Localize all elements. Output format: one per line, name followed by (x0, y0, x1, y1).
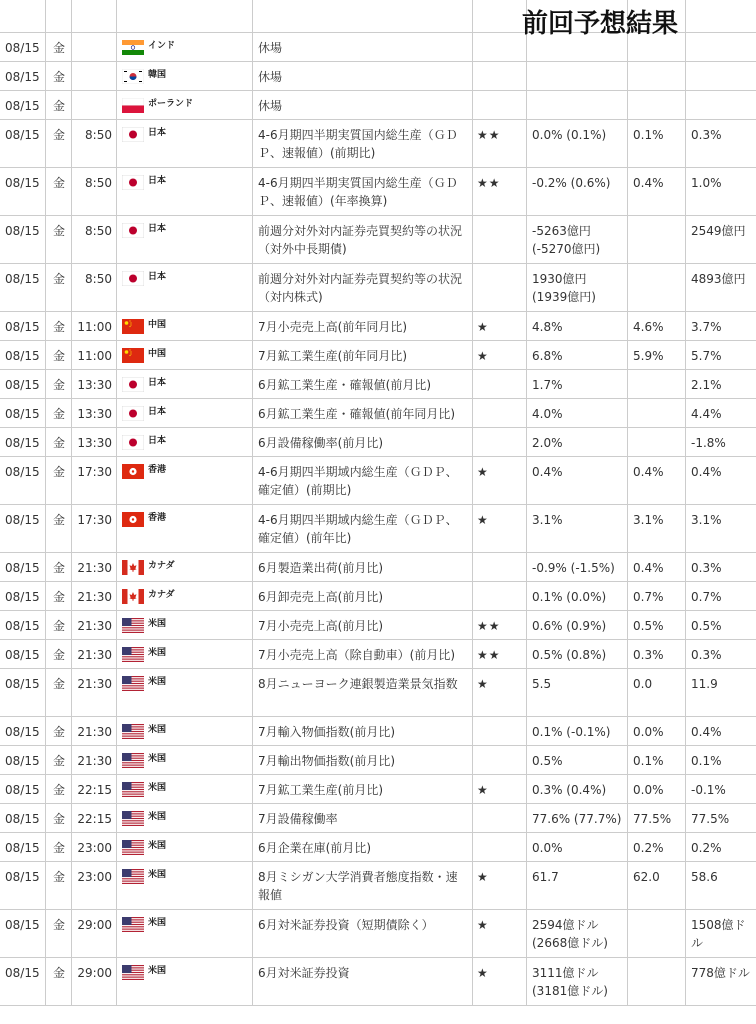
country-name: 韓国 (148, 70, 167, 80)
previous-value: 0.1% (691, 754, 722, 768)
country-name: 米国 (148, 918, 167, 928)
japan-flag-icon (122, 223, 144, 238)
importance-stars: ★★ (477, 128, 501, 142)
usa-flag-icon (122, 724, 144, 739)
weekday-cell: 金 (53, 648, 66, 662)
weekday-cell: 金 (53, 870, 66, 884)
time-cell: 21:30 (77, 561, 112, 575)
table-row (0, 341, 756, 370)
indicator-name: 7月輸出物価指数(前月比) (258, 754, 395, 768)
japan-flag-icon (122, 406, 144, 421)
hongkong-flag-icon (122, 512, 144, 527)
date-cell: 08/15 (5, 349, 40, 363)
previous-value: 778億ドル (691, 966, 750, 980)
result-value: 1.7% (532, 378, 563, 392)
result-value: 0.3% (0.4%) (532, 783, 607, 797)
country-name: 米国 (148, 677, 167, 687)
table-row (0, 312, 756, 341)
weekday-cell: 金 (53, 378, 66, 392)
country-name: 日本 (148, 224, 167, 234)
indicator-name: 6月対米証券投資 (258, 966, 350, 980)
result-value: 3.1% (532, 513, 563, 527)
date-cell: 08/15 (5, 870, 40, 884)
result-value: 2594億ドル (2668億ドル) (532, 918, 608, 950)
date-cell: 08/15 (5, 407, 40, 421)
time-cell: 21:30 (77, 619, 112, 633)
usa-flag-icon (122, 676, 144, 691)
weekday-cell: 金 (53, 513, 66, 527)
date-cell: 08/15 (5, 465, 40, 479)
indicator-name: 6月設備稼働率(前月比) (258, 436, 383, 450)
weekday-cell: 金 (53, 436, 66, 450)
country-name: 中国 (148, 320, 167, 330)
result-value: 0.0% (532, 841, 563, 855)
result-value: 3111億ドル (3181億ドル) (532, 966, 608, 998)
importance-stars: ★ (477, 677, 489, 691)
result-value: -0.9% (-1.5%) (532, 561, 615, 575)
weekday-cell: 金 (53, 99, 66, 113)
previous-value: -1.8% (691, 436, 726, 450)
country-name: 中国 (148, 349, 167, 359)
time-cell: 29:00 (77, 918, 112, 932)
importance-stars: ★★ (477, 619, 501, 633)
forecast-value: 0.0 (633, 677, 653, 691)
indicator-name: 7月小売売上高(前月比) (258, 619, 383, 633)
japan-flag-icon (122, 377, 144, 392)
weekday-cell: 金 (53, 783, 66, 797)
weekday-cell: 金 (53, 561, 66, 575)
table-row (0, 168, 756, 216)
weekday-cell: 金 (53, 812, 66, 826)
weekday-cell: 金 (53, 272, 66, 286)
time-cell: 22:15 (77, 812, 112, 826)
time-cell: 21:30 (77, 754, 112, 768)
table-row (0, 862, 756, 910)
country-name: 香港 (148, 513, 167, 523)
forecast-value: 0.0% (633, 783, 664, 797)
date-cell: 08/15 (5, 513, 40, 527)
weekday-cell: 金 (53, 677, 66, 691)
japan-flag-icon (122, 175, 144, 190)
country-name: 米国 (148, 648, 167, 658)
time-cell: 13:30 (77, 378, 112, 392)
date-cell: 08/15 (5, 436, 40, 450)
indicator-name: 7月小売売上高(前年同月比) (258, 320, 407, 334)
country-name: カナダ (148, 590, 175, 600)
country-name: インド (148, 41, 176, 51)
date-cell: 08/15 (5, 224, 40, 238)
forecast-value: 0.7% (633, 590, 664, 604)
country-name: 米国 (148, 725, 167, 735)
previous-value: 4893億円 (691, 272, 746, 286)
forecast-value: 0.4% (633, 465, 664, 479)
forecast-value: 77.5% (633, 812, 672, 826)
result-value: 4.8% (532, 320, 563, 334)
table-row (0, 746, 756, 775)
usa-flag-icon (122, 618, 144, 633)
indicator-name: 7月輸入物価指数(前月比) (258, 725, 395, 739)
country-name: 日本 (148, 176, 167, 186)
table-row (0, 775, 756, 804)
indicator-name: 8月ミシガン大学消費者態度指数・速報値 (258, 870, 458, 902)
date-cell: 08/15 (5, 783, 40, 797)
country-name: 米国 (148, 783, 167, 793)
table-row (0, 62, 756, 91)
indicator-name: 6月対米証券投資（短期債除く） (258, 918, 434, 932)
indicator-name: 7月設備稼働率 (258, 812, 338, 826)
indicator-name: 4-6月期四半期域内総生産（ＧＤＰ、確定値）(前年比) (258, 513, 458, 545)
usa-flag-icon (122, 965, 144, 980)
indicator-name: 6月鉱工業生産・確報値(前年同月比) (258, 407, 455, 421)
usa-flag-icon (122, 782, 144, 797)
time-cell: 13:30 (77, 436, 112, 450)
country-name: 米国 (148, 870, 167, 880)
time-cell: 23:00 (77, 841, 112, 855)
time-cell: 21:30 (77, 677, 112, 691)
weekday-cell: 金 (53, 590, 66, 604)
previous-value: 0.3% (691, 128, 722, 142)
result-value: 0.4% (532, 465, 563, 479)
forecast-value: 0.4% (633, 176, 664, 190)
result-value: 77.6% (77.7%) (532, 812, 622, 826)
previous-value: 11.9 (691, 677, 718, 691)
date-cell: 08/15 (5, 561, 40, 575)
usa-flag-icon (122, 811, 144, 826)
previous-value: 3.7% (691, 320, 722, 334)
table-row (0, 958, 756, 1006)
result-value: -0.2% (0.6%) (532, 176, 611, 190)
handwritten-annotation (520, 6, 756, 40)
country-name: 日本 (148, 128, 167, 138)
korea-flag-icon (122, 69, 144, 84)
table-row (0, 91, 756, 120)
table-row (0, 457, 756, 505)
date-cell: 08/15 (5, 41, 40, 55)
result-value: 0.1% (0.0%) (532, 590, 607, 604)
weekday-cell: 金 (53, 320, 66, 334)
previous-value: 2549億円 (691, 224, 746, 238)
indicator-name: 休場 (258, 99, 283, 113)
time-cell: 21:30 (77, 725, 112, 739)
date-cell: 08/15 (5, 272, 40, 286)
indicator-name: 6月卸売売上高(前月比) (258, 590, 383, 604)
time-cell: 21:30 (77, 648, 112, 662)
time-cell: 29:00 (77, 966, 112, 980)
date-cell: 08/15 (5, 590, 40, 604)
previous-value: 1.0% (691, 176, 722, 190)
poland-flag-icon (122, 98, 144, 113)
time-cell: 11:00 (77, 320, 112, 334)
table-row (0, 669, 756, 717)
table-row (0, 804, 756, 833)
importance-stars: ★ (477, 513, 489, 527)
indicator-name: 休場 (258, 41, 283, 55)
forecast-value: 0.1% (633, 754, 664, 768)
indicator-name: 7月鉱工業生産(前月比) (258, 783, 383, 797)
date-cell: 08/15 (5, 320, 40, 334)
time-cell: 8:50 (85, 224, 112, 238)
date-cell: 08/15 (5, 677, 40, 691)
annotation-text: 前回予想結果 (522, 9, 679, 39)
forecast-value: 0.3% (633, 648, 664, 662)
forecast-value: 0.1% (633, 128, 664, 142)
indicator-name: 6月企業在庫(前月比) (258, 841, 371, 855)
date-cell: 08/15 (5, 841, 40, 855)
country-name: 日本 (148, 436, 167, 446)
importance-stars: ★ (477, 783, 489, 797)
date-cell: 08/15 (5, 812, 40, 826)
japan-flag-icon (122, 127, 144, 142)
country-name: 日本 (148, 378, 167, 388)
table-row (0, 553, 756, 582)
importance-stars: ★★ (477, 176, 501, 190)
previous-value: 0.3% (691, 648, 722, 662)
time-cell: 17:30 (77, 465, 112, 479)
previous-value: 0.4% (691, 725, 722, 739)
importance-stars: ★ (477, 320, 489, 334)
previous-value: 3.1% (691, 513, 722, 527)
forecast-value: 62.0 (633, 870, 660, 884)
indicator-name: 休場 (258, 70, 283, 84)
indicator-name: 4-6月期四半期実質国内総生産（ＧＤＰ、速報値）(年率換算) (258, 176, 458, 208)
date-cell: 08/15 (5, 725, 40, 739)
indicator-name: 4-6月期四半期実質国内総生産（ＧＤＰ、速報値）(前期比) (258, 128, 458, 160)
weekday-cell: 金 (53, 619, 66, 633)
weekday-cell: 金 (53, 966, 66, 980)
previous-value: 0.4% (691, 465, 722, 479)
importance-stars: ★ (477, 966, 489, 980)
previous-value: 0.3% (691, 561, 722, 575)
weekday-cell: 金 (53, 407, 66, 421)
previous-value: -0.1% (691, 783, 726, 797)
result-value: -5263億円 (-5270億円) (532, 224, 601, 256)
country-name: 米国 (148, 619, 167, 629)
japan-flag-icon (122, 435, 144, 450)
weekday-cell: 金 (53, 224, 66, 238)
indicator-name: 前週分対外対内証券売買契約等の状況（対外中長期債) (258, 224, 463, 256)
result-value: 2.0% (532, 436, 563, 450)
previous-value: 1508億ドル (691, 918, 746, 950)
weekday-cell: 金 (53, 725, 66, 739)
usa-flag-icon (122, 840, 144, 855)
country-name: 日本 (148, 407, 167, 417)
time-cell: 22:15 (77, 783, 112, 797)
date-cell: 08/15 (5, 128, 40, 142)
usa-flag-icon (122, 647, 144, 662)
importance-stars: ★ (477, 918, 489, 932)
table-row (0, 120, 756, 168)
result-value: 5.5 (532, 677, 552, 691)
table-row (0, 611, 756, 640)
result-value: 0.5% (0.8%) (532, 648, 607, 662)
time-cell: 17:30 (77, 513, 112, 527)
time-cell: 13:30 (77, 407, 112, 421)
time-cell: 21:30 (77, 590, 112, 604)
result-value: 4.0% (532, 407, 563, 421)
country-name: 米国 (148, 812, 167, 822)
forecast-value: 0.0% (633, 725, 664, 739)
importance-stars: ★ (477, 870, 489, 884)
previous-value: 4.4% (691, 407, 722, 421)
importance-stars: ★ (477, 349, 489, 363)
table-row (0, 399, 756, 428)
time-cell: 23:00 (77, 870, 112, 884)
result-value: 0.0% (0.1%) (532, 128, 607, 142)
time-cell: 11:00 (77, 349, 112, 363)
result-value: 61.7 (532, 870, 559, 884)
previous-value: 0.5% (691, 619, 722, 633)
result-value: 0.6% (0.9%) (532, 619, 607, 633)
result-value: 0.5% (532, 754, 563, 768)
usa-flag-icon (122, 753, 144, 768)
country-name: ポーランド (148, 99, 194, 109)
table-row (0, 640, 756, 669)
date-cell: 08/15 (5, 648, 40, 662)
date-cell: 08/15 (5, 99, 40, 113)
hongkong-flag-icon (122, 464, 144, 479)
weekday-cell: 金 (53, 918, 66, 932)
date-cell: 08/15 (5, 966, 40, 980)
china-flag-icon (122, 319, 144, 334)
forecast-value: 0.4% (633, 561, 664, 575)
time-cell: 8:50 (85, 272, 112, 286)
date-cell: 08/15 (5, 378, 40, 392)
previous-value: 77.5% (691, 812, 730, 826)
canada-flag-icon (122, 560, 144, 575)
weekday-cell: 金 (53, 754, 66, 768)
result-value: 1930億円 (1939億円) (532, 272, 596, 304)
date-cell: 08/15 (5, 619, 40, 633)
country-name: カナダ (148, 561, 175, 571)
usa-flag-icon (122, 869, 144, 884)
forecast-value: 4.6% (633, 320, 664, 334)
previous-value: 0.7% (691, 590, 722, 604)
canada-flag-icon (122, 589, 144, 604)
indicator-name: 7月鉱工業生産(前年同月比) (258, 349, 407, 363)
forecast-value: 0.2% (633, 841, 664, 855)
date-cell: 08/15 (5, 754, 40, 768)
country-name: 香港 (148, 465, 167, 475)
weekday-cell: 金 (53, 349, 66, 363)
indicator-name: 6月製造業出荷(前月比) (258, 561, 383, 575)
table-row (0, 910, 756, 958)
weekday-cell: 金 (53, 41, 66, 55)
weekday-cell: 金 (53, 465, 66, 479)
date-cell: 08/15 (5, 176, 40, 190)
table-row (0, 370, 756, 399)
previous-value: 0.2% (691, 841, 722, 855)
table-row (0, 717, 756, 746)
table-row (0, 216, 756, 264)
table-row (0, 505, 756, 553)
indicator-name: 6月鉱工業生産・確報値(前月比) (258, 378, 431, 392)
weekday-cell: 金 (53, 128, 66, 142)
weekday-cell: 金 (53, 70, 66, 84)
country-name: 日本 (148, 272, 167, 282)
indicator-name: 前週分対外対内証券売買契約等の状況（対内株式) (258, 272, 463, 304)
weekday-cell: 金 (53, 841, 66, 855)
importance-stars: ★★ (477, 648, 501, 662)
previous-value: 2.1% (691, 378, 722, 392)
importance-stars: ★ (477, 465, 489, 479)
time-cell: 8:50 (85, 128, 112, 142)
date-cell: 08/15 (5, 918, 40, 932)
date-cell: 08/15 (5, 70, 40, 84)
forecast-value: 0.5% (633, 619, 664, 633)
india-flag-icon (122, 40, 144, 55)
result-value: 0.1% (-0.1%) (532, 725, 611, 739)
table-row (0, 264, 756, 312)
table-row (0, 833, 756, 862)
china-flag-icon (122, 348, 144, 363)
previous-value: 58.6 (691, 870, 718, 884)
result-value: 6.8% (532, 349, 563, 363)
indicator-name: 4-6月期四半期域内総生産（ＧＤＰ、確定値）(前期比) (258, 465, 458, 497)
previous-value: 5.7% (691, 349, 722, 363)
time-cell: 8:50 (85, 176, 112, 190)
country-name: 米国 (148, 841, 167, 851)
country-name: 米国 (148, 754, 167, 764)
indicator-name: 7月小売売上高（除自動車）(前月比) (258, 648, 455, 662)
table-row (0, 582, 756, 611)
table-row (0, 428, 756, 457)
weekday-cell: 金 (53, 176, 66, 190)
indicator-name: 8月ニューヨーク連銀製造業景気指数 (258, 677, 458, 691)
usa-flag-icon (122, 917, 144, 932)
japan-flag-icon (122, 271, 144, 286)
country-name: 米国 (148, 966, 167, 976)
forecast-value: 5.9% (633, 349, 664, 363)
forecast-value: 3.1% (633, 513, 664, 527)
